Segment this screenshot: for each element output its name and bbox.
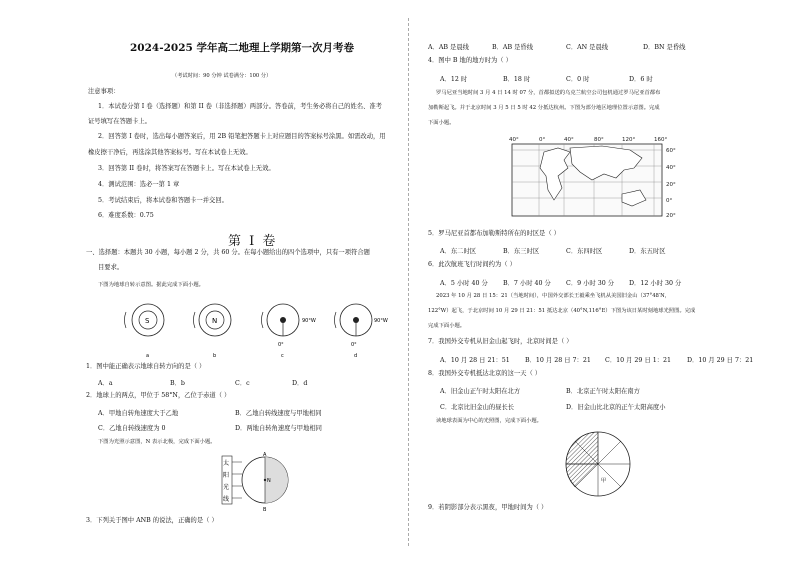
exam-subtitle: （考试时间：90 分钟 试卷满分：100 分）: [172, 73, 272, 79]
q8-option[interactable]: B．北京正午时太阳在南方: [566, 388, 640, 395]
note-line: 5．考试结束后，将本试卷和答题卡一并交回。: [98, 197, 228, 204]
q5-option[interactable]: B．东三时区: [503, 248, 540, 255]
q3-stem: 3．下列关于图中 ANB 的说法，正确的是（ ）: [86, 517, 218, 524]
lon-label: 0°: [539, 137, 546, 143]
caption-b: b: [213, 353, 217, 359]
q5-option[interactable]: A．东二时区: [440, 248, 477, 255]
q7-option[interactable]: A．10 月 28 日 21：51: [440, 357, 510, 364]
exam-title: 2024-2025 学年高二地理上学期第一次月考卷: [130, 42, 354, 54]
meridian-label: 90°W: [302, 318, 316, 324]
lat-label: 40°: [666, 165, 676, 171]
lat-label: 60°: [666, 148, 676, 154]
point-a-label: A: [263, 452, 267, 458]
caption-a: a: [146, 353, 150, 359]
q7-option[interactable]: C．10 月 29 日 1：21: [605, 357, 672, 364]
polar-illumination-figure: [560, 428, 640, 500]
q5-option[interactable]: C．东四时区: [566, 248, 603, 255]
lat-label: 20°: [666, 213, 676, 219]
group-intro: 下图为光照示意图，N 表示北极，完成下面小题。: [98, 439, 216, 445]
q1-option[interactable]: A．a: [98, 380, 113, 387]
q1-option[interactable]: C．c: [235, 380, 250, 387]
group-intro-cont: 下面小题。: [428, 120, 455, 126]
globe-b: [193, 304, 231, 336]
sunlight-char: 阳: [223, 472, 230, 479]
q6-option[interactable]: D．12 小时 30 分: [629, 280, 682, 287]
lon-label: 120°: [622, 137, 636, 143]
note-line: 2．回答第 I 卷时，选出每小题答案后，用 2B 铅笔把答题卡上对应题目的答案标号涂黑。如需改动，用: [98, 133, 386, 140]
lon-label: 80°: [594, 137, 604, 143]
q5-stem: 5．罗马尼亚首都布加勒斯特所在的时区是（ ）: [428, 230, 560, 237]
note-line: 6．难度系数：0.75: [98, 212, 154, 219]
q1-option[interactable]: B．b: [170, 380, 185, 387]
globe-d: [334, 304, 387, 348]
q4-option[interactable]: C．0 时: [566, 76, 590, 83]
group-intro-cont: 122°W）起飞，于北京时间 10 月 29 日 21：51 抵达北京（40°N,116°E）下图为该日某时刻地球光照图。完成: [428, 308, 696, 314]
group-intro: 2023 年 10 月 28 日 15：21（当地时间），中国外交部长王毅乘坐飞机从美国旧金山（37°48′N，: [436, 293, 671, 299]
note-line: 橡皮擦干净后，再选涂其他答案标号。写在本试卷上无效。: [88, 149, 252, 156]
q2-option[interactable]: C．乙地自转线速度为 0: [98, 425, 166, 432]
q9-stem: 9．若阴影部分表示黑夜，甲地时间为（ ）: [428, 504, 548, 511]
q4-option[interactable]: A．12 时: [440, 76, 468, 83]
q4-option[interactable]: B．18 时: [503, 76, 531, 83]
note-line: 1．本试卷分第 I 卷（选择题）和第 II 卷（非选择题）两部分。答卷前，考生务必将自己的姓名、准考: [98, 103, 382, 110]
q8-option[interactable]: D．旧金山比北京的正午太阳高度小: [566, 404, 666, 411]
meridian-label: 0°: [278, 342, 284, 348]
q3-option[interactable]: D．BN 是昏线: [643, 44, 686, 51]
q6-option[interactable]: B．7 小时 40 分: [503, 280, 551, 287]
notes-heading: 注意事项：: [88, 88, 120, 95]
lon-label: 40°: [564, 137, 574, 143]
q4-option[interactable]: D．6 时: [629, 76, 653, 83]
group-intro: 读地球表面为中心的光照图，完成下面小题。: [436, 418, 542, 424]
meridian-label: 0°: [351, 342, 357, 348]
q2-option[interactable]: D．两地自转角速度与甲地相同: [235, 425, 322, 432]
q3-option[interactable]: C．AN 是晨线: [566, 44, 609, 51]
q1-stem: 1．图中能正确表示地球自转方向的是（ ）: [86, 363, 206, 370]
section-intro: 一、选择题：本题共 30 小题，每小题 2 分，共 60 分。在每小题给出的四个选项中，只有一项符合题: [86, 249, 370, 256]
q6-option[interactable]: C．9 小时 30 分: [566, 280, 615, 287]
lat-label: 0°: [666, 198, 673, 204]
group-intro: 罗马尼亚当地时间 3 月 4 日 14 时 07 分，首都拟送的乌克兰航空公司包机通过罗马尼亚首都布: [436, 90, 661, 96]
caption-d: d: [354, 353, 358, 359]
sunlight-char: 线: [223, 496, 230, 503]
meridian-label: 90°W: [374, 318, 388, 324]
q4-stem: 4．图中 B 地的地方时为（ ）: [428, 57, 512, 64]
q8-stem: 8．我国外交专机抵达北京的这一天（ ）: [428, 370, 542, 377]
q6-option[interactable]: A．5 小时 40 分: [440, 280, 488, 287]
section-intro-cont: 目要求。: [98, 264, 124, 271]
pole-label: S: [145, 317, 150, 325]
sunlight-char: 光: [223, 484, 230, 491]
pole-label: N: [212, 317, 218, 325]
q6-stem: 6．此次航班飞行时间约为（ ）: [428, 261, 516, 268]
globe-a: [124, 304, 164, 336]
q7-option[interactable]: B．10 月 28 日 7：21: [525, 357, 591, 364]
q2-option[interactable]: B．乙地自转线速度与甲地相同: [235, 410, 322, 417]
group-intro: 下图为地球自转示意图。据此完成下面小题。: [98, 282, 204, 288]
q2-stem: 2．地球上的两点，甲位于 58°N，乙位于赤道（ ）: [86, 392, 231, 399]
rotation-figure: [118, 300, 388, 360]
section-heading: 第 I 卷: [228, 234, 278, 249]
world-map-figure: [506, 134, 686, 222]
point-jia-label: 甲: [601, 478, 607, 484]
point-n-label: N: [267, 478, 271, 484]
q8-option[interactable]: C．北京比旧金山的昼长长: [440, 404, 515, 411]
illumination-figure: [220, 450, 300, 516]
lon-label: 40°: [509, 137, 519, 143]
q3-option[interactable]: A．AB 是晨线: [428, 44, 469, 51]
note-line: 证号填写在答题卡上。: [88, 118, 151, 125]
sunlight-char: 太: [223, 460, 230, 467]
q8-option[interactable]: A．旧金山正午时太阳在北方: [440, 388, 521, 395]
note-line: 4．测试范围：选必一第 1 章: [98, 181, 180, 188]
q1-option[interactable]: D．d: [292, 380, 308, 387]
q2-option[interactable]: A．甲地自转角速度大于乙地: [98, 410, 179, 417]
caption-c: c: [281, 353, 284, 359]
group-intro-cont: 加勒斯起飞。并于北京时间 3 月 5 日 5 时 42 分抵达杭州。下图为部分地区地理位置示意图。完成: [428, 105, 660, 111]
lon-label: 160°: [654, 137, 668, 143]
group-intro-cont: 完成下面小题。: [428, 323, 466, 329]
note-line: 3．回答第 II 卷时，将答案写在答题卡上。写在本试卷上无效。: [98, 165, 275, 172]
point-b-label: B: [263, 507, 267, 513]
q7-option[interactable]: D．10 月 29 日 7：21: [687, 357, 754, 364]
q7-stem: 7．我国外交专机从旧金山起飞时，北京时间是（ ）: [428, 338, 573, 345]
lat-label: 20°: [666, 182, 676, 188]
column-divider: [408, 18, 409, 546]
globe-c: [261, 304, 315, 348]
q5-option[interactable]: D．东五时区: [629, 248, 666, 255]
q3-option[interactable]: B．AB 是昏线: [492, 44, 533, 51]
